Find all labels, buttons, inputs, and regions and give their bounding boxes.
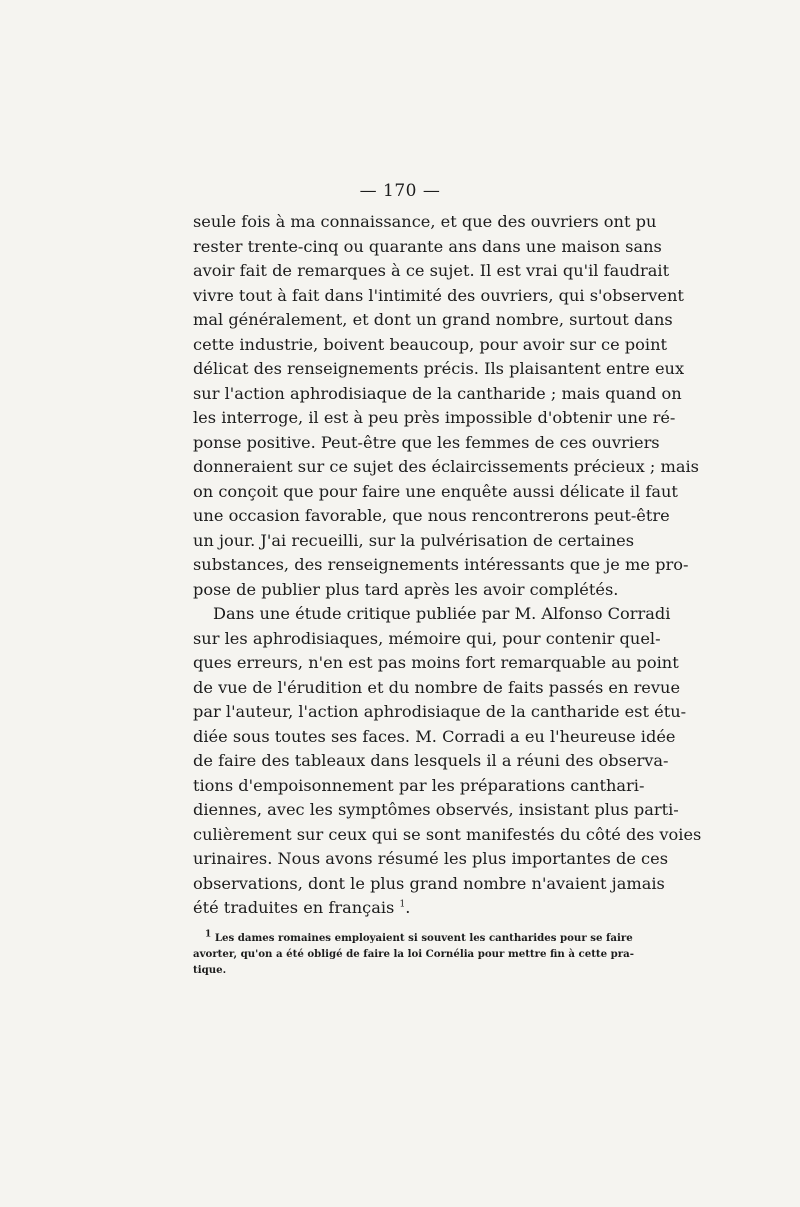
text-line: on conçoit que pour faire une enquête aussi délicate il faut [193, 481, 678, 501]
paragraph-1 [193, 210, 699, 602]
footnote-marker: 1 [205, 929, 212, 940]
text-line: ponse positive. Peut-être que les femmes de ces ouvriers [193, 432, 660, 452]
text-line: un jour. J'ai recueilli, sur la pulvérisation de certaines [193, 530, 635, 550]
text-line: de faire des tableaux dans lesquels il a réuni des observa- [193, 751, 669, 770]
text-line: donneraient sur ce sujet des éclaircissements précieux ; mais [193, 457, 699, 476]
footnote-line: tique. [193, 964, 227, 976]
text-line: ques erreurs, n'en est pas moins fort remarquable au point [193, 653, 679, 672]
text-line: culièrement sur ceux qui se sont manifestés du côté des voies [193, 824, 702, 844]
footnote-reference: 1 [399, 899, 406, 910]
text-line: seule fois à ma connaissance, et que des ouvriers ont pu [193, 212, 657, 231]
text-line: avoir fait de remarques à ce sujet. Il est vrai qu'il faudrait [193, 261, 670, 280]
text-line: les interroge, il est à peu près impossible d'obtenir une ré- [193, 408, 676, 427]
footnote-text: Les dames romaines employaient si souvent les cantharides pour se faire [214, 932, 633, 944]
paragraph-2 [193, 602, 702, 921]
text-line: pose de publier plus tard après les avoir complétés. [193, 579, 619, 599]
text-line: délicat des renseignements précis. Ils plaisantent entre eux [193, 359, 685, 378]
text-line: été traduites en français $^1$. [193, 898, 411, 917]
text-line-content: été traduites en français [193, 898, 395, 917]
text-line: observations, dont le plus grand nombre n'avaient jamais [193, 873, 665, 893]
text-line: mal généralement, et dont un grand nombre, surtout dans [193, 310, 673, 329]
footnote-line [193, 929, 633, 946]
text-line: tions d'empoisonnement par les préparations canthari- [193, 775, 645, 795]
text-line: sur les aphrodisiaques, mémoire qui, pour contenir quel- [193, 628, 661, 648]
text-line: de vue de l'érudition et du nombre de faits passés en revue [193, 677, 681, 697]
footnote-line: avorter, qu'on a été obligé de faire la loi Cornélia pour mettre fin à cette pra- [193, 948, 634, 960]
page-number: — 170 — [359, 181, 441, 201]
text-line: Dans une étude critique publiée par M. Alfonso Corradi [213, 604, 671, 623]
text-line: diennes, avec les symptômes observés, insistant plus parti- [193, 800, 679, 819]
text-line: cette industrie, boivent beaucoup, pour avoir sur ce point [193, 334, 668, 354]
text-line: rester trente-cinq ou quarante ans dans une maison sans [193, 236, 662, 256]
text-line: substances, des renseignements intéressants que je me pro- [193, 555, 689, 574]
footnote [193, 929, 634, 978]
text-line: diée sous toutes ses faces. M. Corradi a eu l'heureuse idée [193, 726, 676, 746]
text-line: vivre tout à fait dans l'intimité des ouvriers, qui s'observent [193, 285, 684, 305]
body-text [193, 210, 702, 921]
text-line: par l'auteur, l'action aphrodisiaque de la cantharide est étu- [193, 702, 687, 721]
text-line: sur l'action aphrodisiaque de la cantharide ; mais quand on [193, 383, 682, 403]
text-line: une occasion favorable, que nous rencontrerons peut-être [193, 506, 670, 525]
text-line: urinaires. Nous avons résumé les plus importantes de ces [193, 849, 669, 868]
